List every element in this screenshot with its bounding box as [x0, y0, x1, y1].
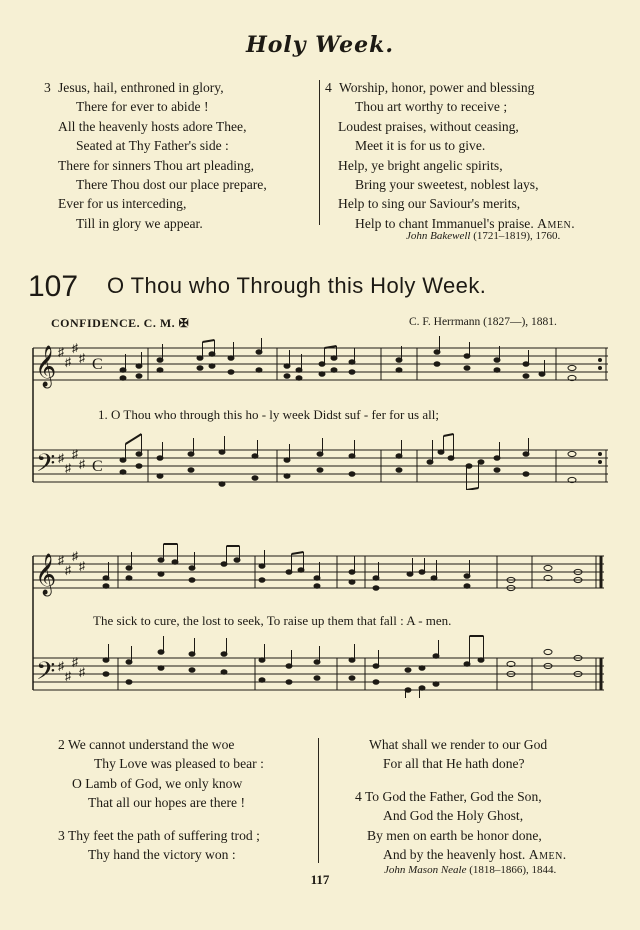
- stanza-line: By men on earth be honor done,: [367, 827, 542, 843]
- stanza-line: Thy hand the victory won :: [88, 847, 236, 863]
- author-years: (1818–1866), 1844.: [469, 864, 557, 876]
- svg-text:♯: ♯: [58, 553, 64, 567]
- svg-text:♯: ♯: [65, 669, 71, 683]
- stanza-line: Help to chant Immanuel's praise.: [355, 215, 534, 231]
- svg-text:♯: ♯: [65, 355, 71, 369]
- lyrics-line-1: 1. O Thou who through this ho - ly week Didst suf - fer for us all;: [98, 407, 439, 422]
- stanza-line: O Lamb of God, we only know: [72, 775, 243, 791]
- svg-text:♯: ♯: [79, 351, 85, 365]
- stanza-line: Jesus, hail, enthroned in glory,: [58, 80, 224, 95]
- stanza-line: Bring your sweetest, noblest lays,: [355, 177, 539, 193]
- svg-text:𝄢: 𝄢: [36, 657, 56, 692]
- stanza-line: Worship, honor, power and blessing: [339, 80, 535, 95]
- svg-text:♯: ♯: [79, 559, 85, 573]
- stanzas-2-3: [58, 735, 264, 864]
- stanza-4: [325, 78, 575, 233]
- stanza-line: There for ever to abide !: [76, 99, 209, 115]
- stanza-line: What shall we render to our God: [369, 737, 548, 752]
- svg-text:𝄞: 𝄞: [35, 346, 57, 387]
- lyrics-line-2: The sick to cure, the lost to seek, To raise up them that fall : A - men.: [93, 613, 452, 628]
- page-header: Holy Week.: [245, 32, 395, 58]
- stanza-line: There Thou dost our place prepare,: [76, 177, 267, 193]
- author-name: John Mason Neale: [384, 864, 467, 876]
- stanza-line: Till in glory we appear.: [76, 215, 203, 231]
- svg-text:♯: ♯: [65, 461, 71, 475]
- column-divider: [319, 80, 320, 225]
- stanza-line: That all our hopes are there !: [88, 795, 246, 811]
- svg-text:C: C: [92, 458, 103, 475]
- svg-text:𝄞: 𝄞: [35, 554, 57, 595]
- stanza-line: Help to sing our Saviour's merits,: [338, 196, 521, 212]
- stanza-line: Help, ye bright angelic spirits,: [338, 157, 503, 173]
- stanza-line: Ever for us interceding,: [58, 196, 187, 212]
- stanza-line: Meet it is for us to give.: [355, 138, 486, 154]
- svg-text:♯: ♯: [79, 457, 85, 471]
- stanza-line: Thou art worthy to receive ;: [355, 99, 508, 115]
- tune-name: CONFIDENCE. C. M. ✠: [51, 316, 190, 330]
- composer-credit: C. F. Herrmann (1827—), 1881.: [409, 316, 557, 328]
- hymn-title: O Thou who Through this Holy Week.: [107, 273, 487, 298]
- svg-text:♯: ♯: [72, 655, 78, 669]
- hymn-number: 107: [28, 270, 79, 303]
- stanza-continued: [355, 735, 567, 864]
- stanza-line: There for sinners Thou art pleading,: [58, 157, 255, 173]
- svg-text:𝄢: 𝄢: [36, 449, 56, 484]
- svg-text:C: C: [92, 356, 103, 373]
- svg-text:♯: ♯: [72, 341, 78, 355]
- author-years: (1721–1819), 1760.: [473, 230, 561, 242]
- page-number: 117: [310, 872, 330, 887]
- stanza-line: And by the heavenly host.: [383, 847, 526, 863]
- svg-text:♯: ♯: [72, 447, 78, 461]
- svg-text:♯: ♯: [72, 549, 78, 563]
- svg-text:♯: ♯: [65, 563, 71, 577]
- svg-text:♯: ♯: [58, 451, 64, 465]
- stanza-3: [44, 78, 267, 233]
- stanza-line: All the heavenly hosts adore Thee,: [58, 118, 247, 134]
- stanza-line: And God the Holy Ghost,: [383, 808, 524, 824]
- stanza-line: 3 Thy feet the path of suffering trod ;: [58, 827, 260, 843]
- stanza-line: Seated at Thy Father's side :: [76, 138, 229, 154]
- amen-label: Amen.: [528, 847, 567, 863]
- stanza-number: 4: [325, 80, 332, 95]
- svg-text:♯: ♯: [58, 345, 64, 359]
- column-divider: [318, 738, 319, 863]
- svg-text:♯: ♯: [79, 665, 85, 679]
- stanza-line: 2 We cannot understand the woe: [58, 737, 235, 752]
- stanza-line: Thy Love was pleased to bear :: [94, 756, 264, 772]
- author-name: John Bakewell: [406, 230, 471, 242]
- stanza-line: Loudest praises, without ceasing,: [338, 118, 519, 134]
- svg-text:♯: ♯: [58, 659, 64, 673]
- attribution: [406, 230, 560, 242]
- stanza-line: For all that He hath done?: [383, 756, 525, 772]
- stanza-number: 3: [44, 80, 51, 95]
- amen-label: Amen.: [537, 215, 576, 231]
- stanza-line: 4 To God the Father, God the Son,: [355, 788, 542, 804]
